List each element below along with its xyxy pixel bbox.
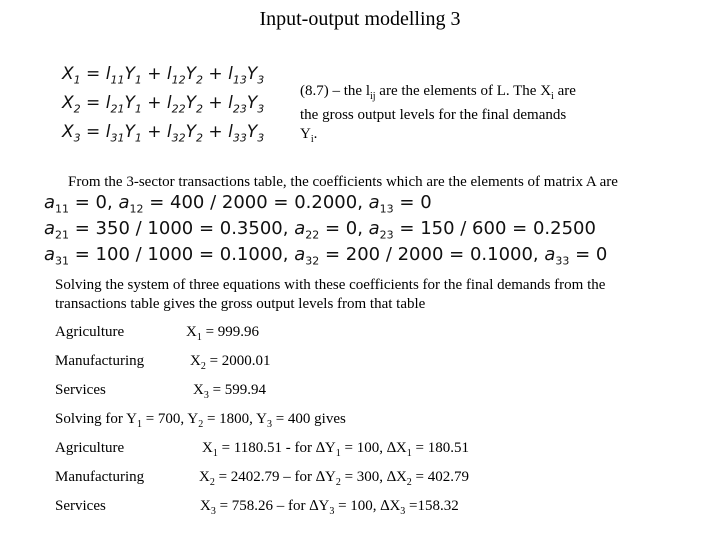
- result-sector-label: Services: [55, 382, 106, 398]
- coefficient-row-3: $a_{31} = 100 / 1000 = 0.1000$, $a_{32} = 200 / 2000 = 0.1000$, $a_{33} = 0$: [44, 244, 608, 268]
- result-change-value: $X_2 = 2402.79$ – for $\Delta Y_2 = 300$, $\Delta X_2 = 402.79$: [199, 469, 470, 488]
- page-title: Input-output modelling 3: [259, 8, 461, 30]
- equation-note: (8.7) – the $l_{ij}$ are the elements of L. The $X_i$ are the gross output levels for the final demands $Y_i$.: [300, 83, 576, 145]
- coefficient-row-1: $a_{11} = 0$, $a_{12} = 400 / 2000 = 0.2000$, $a_{13} = 0$: [44, 192, 432, 216]
- result-value: $X_3 = 599.94$: [193, 382, 267, 401]
- coefficient-row-2: $a_{21} = 350 / 1000 = 0.3500$, $a_{22} = 0$, $a_{23} = 150 / 600 = 0.2500$: [44, 218, 596, 242]
- solving-paragraph: Solving the system of three equations with these coefficients for the final demands from the transactions table gives the gross output levels from that table: [55, 277, 606, 312]
- equation-x3: $X_3 = l_{31}Y_1 + l_{32}Y_2 + l_{33}Y_3$: [62, 122, 265, 145]
- equation-x1: $X_1 = l_{11}Y_1 + l_{12}Y_2 + l_{13}Y_3$: [62, 64, 265, 87]
- result-change-value: $X_3 = 758.26$ – for $\Delta Y_3 = 100$, $\Delta X_3 =158.32$: [200, 498, 459, 517]
- coefficients-intro: From the 3-sector transactions table, the coefficients which are the elements of matrix A are: [68, 174, 618, 190]
- result-sector-label: Agriculture: [55, 324, 125, 340]
- equation-x2: $X_2 = l_{21}Y_1 + l_{22}Y_2 + l_{23}Y_3$: [62, 93, 265, 116]
- solving-for-line: Solving for $Y_1 = 700$, $Y_2 = 1800$, $Y_3 = 400$ gives: [55, 411, 346, 430]
- result-value: $X_1 = 999.96$: [186, 324, 260, 343]
- result-change-value: $X_1 = 1180.51$ - for $\Delta Y_1 = 100$, $\Delta X_1 = 180.51$: [202, 440, 469, 459]
- result-sector-label: Manufacturing: [55, 469, 145, 485]
- result-sector-label: Agriculture: [55, 440, 125, 456]
- result-sector-label: Manufacturing: [55, 353, 145, 369]
- result-value: $X_2 = 2000.01$: [190, 353, 271, 372]
- result-sector-label: Services: [55, 498, 106, 514]
